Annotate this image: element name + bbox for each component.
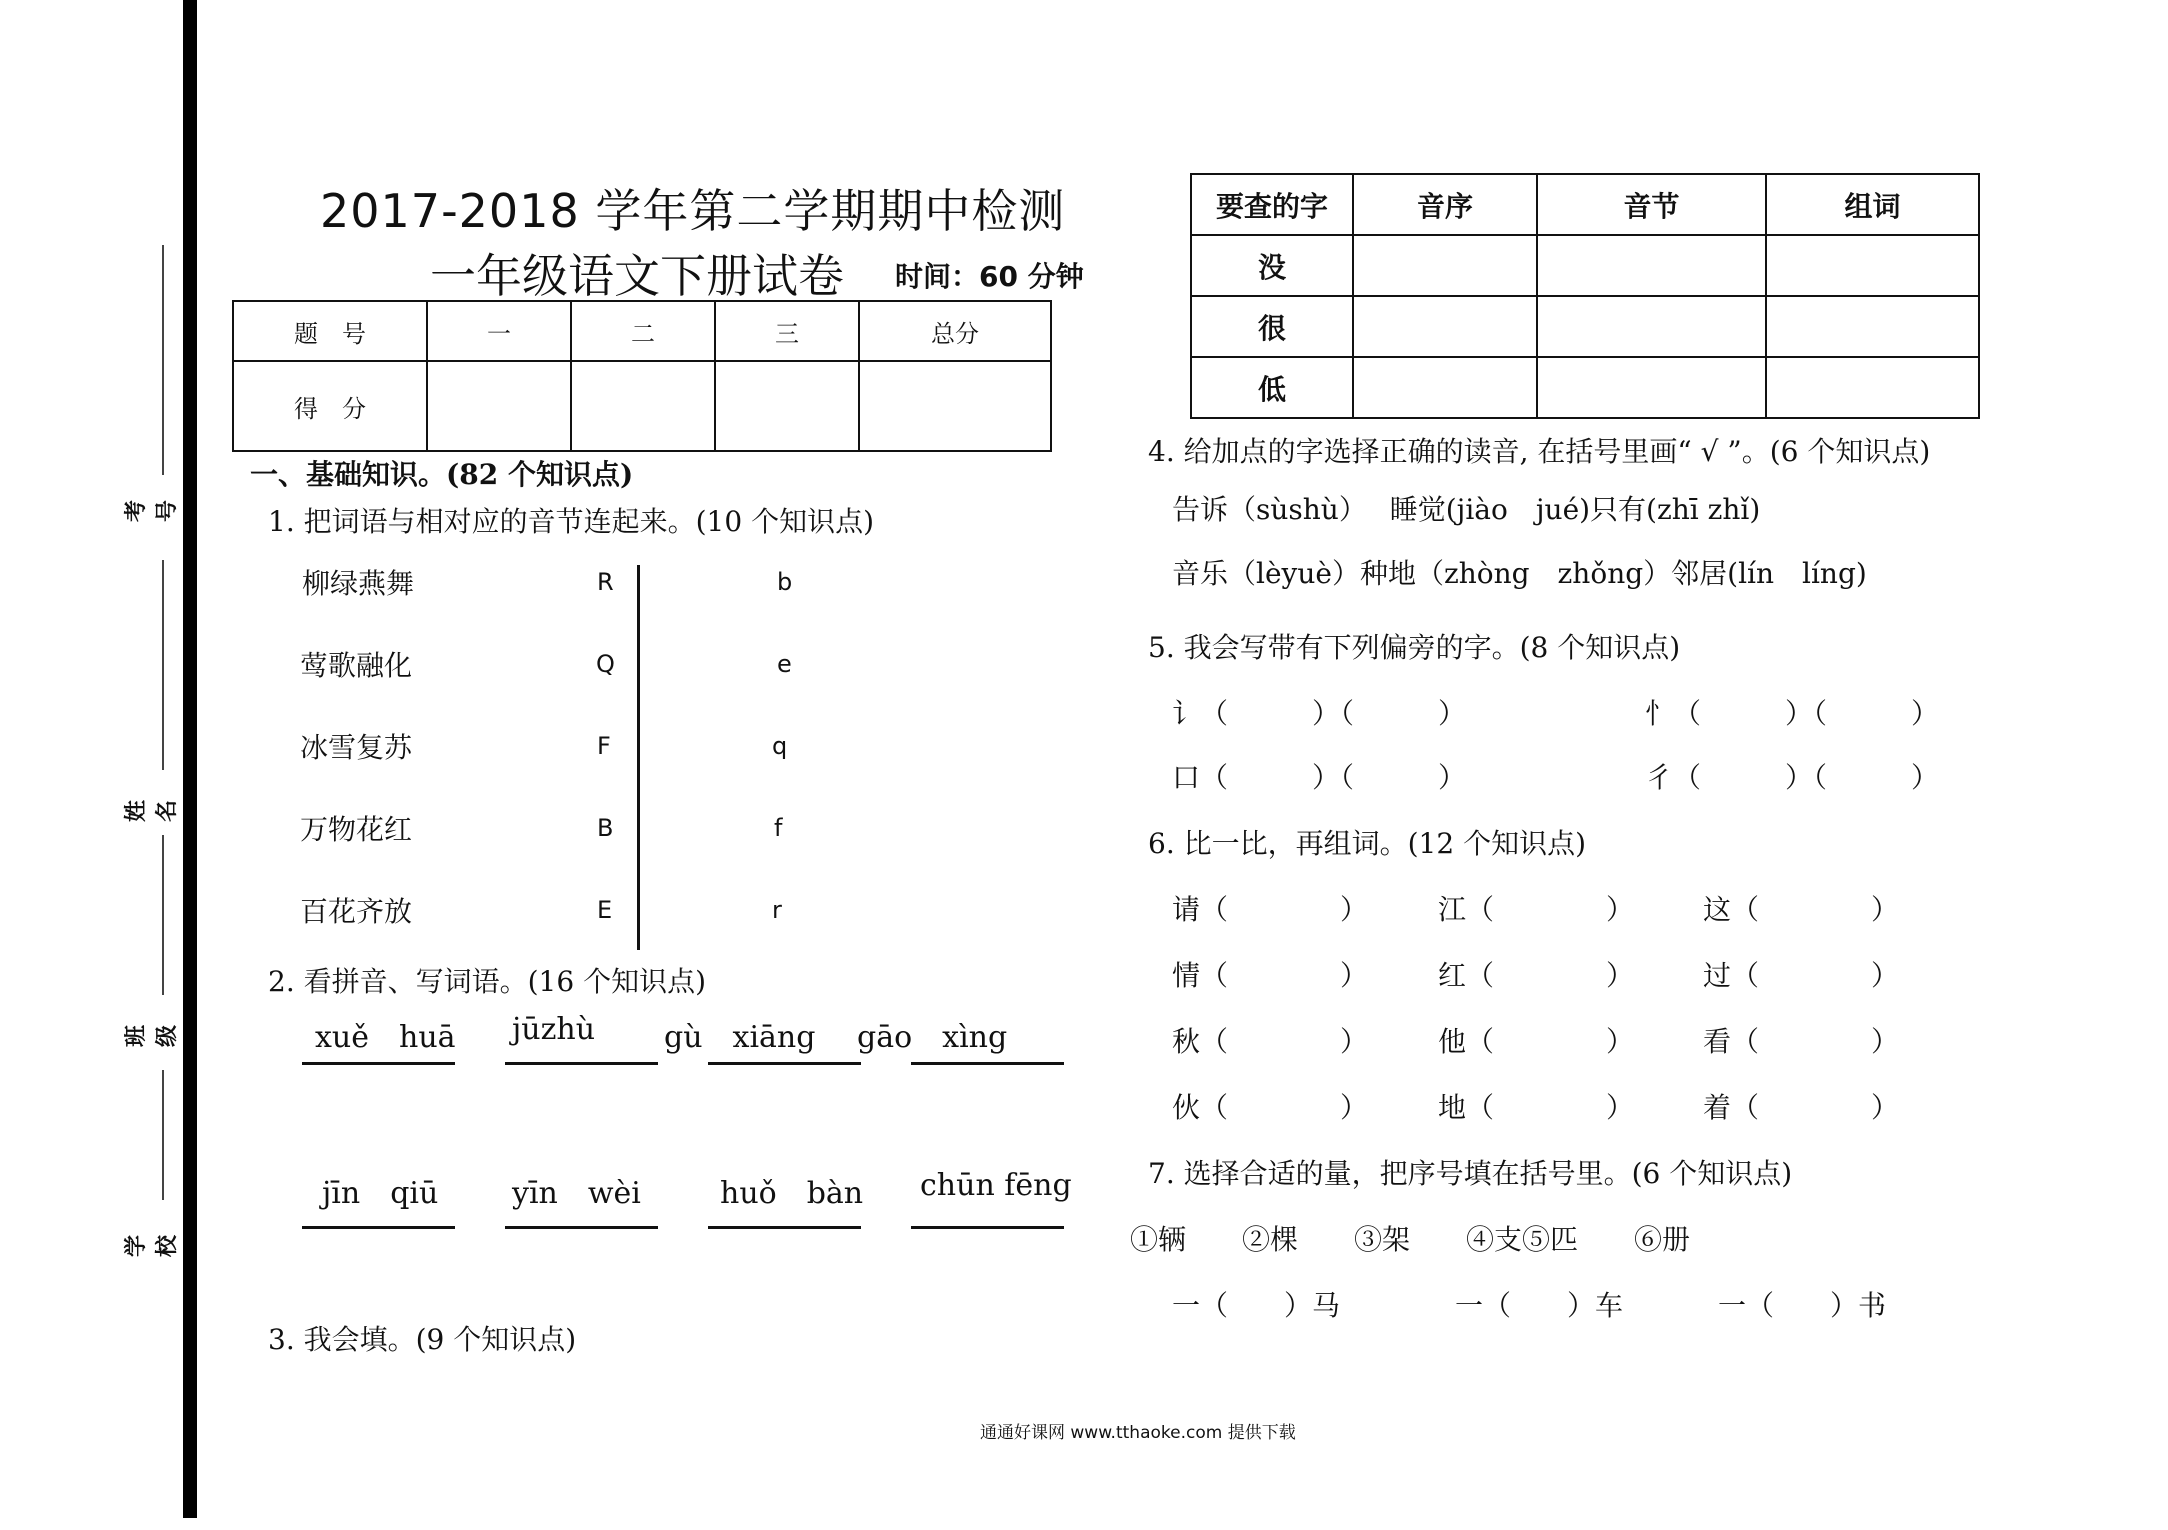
compare-item: 江（ ） [1438,893,1635,926]
question-5-title: 5. 我会写带有下列偏旁的字。(8 个知识点) [1148,631,1681,664]
radical-row: 讠（ ）（ ） [1172,697,1467,730]
compare-item: 红（ ） [1438,959,1635,992]
radical-row: 忄（ ）（ ） [1645,697,1940,730]
school-label: 学校 [123,1235,180,1258]
score-cell[interactable] [571,361,715,451]
class-line [162,835,164,995]
compare-item: 看（ ） [1703,1025,1900,1058]
match-word: 百花齐放 [300,895,413,928]
score-cell[interactable] [715,361,859,451]
question-4-line: 告诉（sùshù） 睡觉(jiào jué)只有(zhī zhǐ) [1172,493,1761,526]
answer-line[interactable] [911,1062,1064,1065]
lookup-header-cell: 组词 [1766,174,1979,235]
footer-source: 通通好课网 www.tthaoke.com 提供下载 [980,1423,1296,1443]
answer-line[interactable] [505,1062,658,1065]
match-word: 冰雪复苏 [300,731,413,764]
question-3-title: 3. 我会填。(9 个知识点) [268,1323,577,1356]
question-6-title: 6. 比一比，再组词。(12 个知识点) [1148,827,1586,860]
compare-item: 他（ ） [1438,1025,1635,1058]
compare-item: 秋（ ） [1172,1025,1369,1058]
name-label: 姓名 [123,800,180,823]
compare-item: 伙（ ） [1172,1091,1369,1124]
exam-number-line [162,245,164,475]
school-line [162,1070,164,1200]
lookup-cell[interactable] [1353,235,1537,296]
match-word: 莺歌融化 [300,649,413,682]
pinyin-prompt: gāo xìng [857,1020,1008,1055]
exam-time: 时间：60 分钟 [895,260,1084,293]
match-upper-letter: E [597,896,613,924]
lookup-cell[interactable] [1537,235,1766,296]
pinyin-prompt: gù xiāng [664,1020,816,1055]
binding-bar [183,0,197,1518]
lookup-header-cell: 要查的字 [1191,174,1353,235]
answer-line[interactable] [911,1226,1064,1229]
answer-line[interactable] [708,1062,861,1065]
score-cell[interactable] [859,361,1051,451]
lookup-char: 低 [1191,357,1353,418]
match-upper-letter: R [597,568,614,596]
match-lower-letter: f [774,814,783,842]
measure-word-fill: 一（ ）马 [1172,1289,1341,1322]
answer-line[interactable] [302,1062,455,1065]
measure-word-options: ①辆 ②棵 ③架 ④支⑤匹 ⑥册 [1130,1223,1691,1256]
compare-item: 着（ ） [1703,1091,1900,1124]
compare-item: 地（ ） [1438,1091,1635,1124]
pinyin-prompt: chūn fēng [920,1168,1072,1203]
match-word: 万物花红 [300,813,413,846]
compare-item: 情（ ） [1172,959,1369,992]
lookup-header-cell: 音节 [1537,174,1766,235]
lookup-header-cell: 音序 [1353,174,1537,235]
measure-word-fill: 一（ ）书 [1718,1289,1887,1322]
exam-number-label: 考号 [123,500,180,523]
lookup-cell[interactable] [1766,357,1979,418]
lookup-cell[interactable] [1766,235,1979,296]
question-7-title: 7. 选择合适的量，把序号填在括号里。(6 个知识点) [1148,1157,1793,1190]
radical-row: 口（ ）（ ） [1172,761,1467,794]
question-4-line: 音乐（lèyuè）种地（zhòng zhǒng）邻居(lín líng) [1172,557,1867,590]
dictionary-lookup-table [1190,173,1980,419]
compare-item: 请（ ） [1172,893,1369,926]
match-upper-letter: F [597,732,611,760]
lookup-cell[interactable] [1537,296,1766,357]
exam-subtitle: 一年级语文下册试卷 [430,249,844,303]
score-row-label: 得 分 [233,361,427,451]
match-word: 柳绿燕舞 [302,567,415,600]
match-divider [637,565,640,950]
measure-word-fill: 一（ ）车 [1455,1289,1624,1322]
match-upper-letter: B [597,814,614,842]
compare-item: 过（ ） [1703,959,1900,992]
score-header-cell: 总分 [859,301,1051,361]
pinyin-prompt: xuě huā [315,1020,456,1055]
name-line [162,560,164,770]
match-lower-letter: r [772,896,782,924]
score-header-cell: 二 [571,301,715,361]
pinyin-prompt: jīn qiū [322,1176,439,1211]
score-header-cell: 题 号 [233,301,427,361]
question-2-title: 2. 看拼音、写词语。(16 个知识点) [268,965,706,998]
answer-line[interactable] [302,1226,455,1229]
lookup-char: 很 [1191,296,1353,357]
question-1-title: 1. 把词语与相对应的音节连起来。(10 个知识点) [268,505,874,538]
answer-line[interactable] [505,1226,658,1229]
match-lower-letter: b [777,568,793,596]
section-1-title: 一、基础知识。(82 个知识点) [250,458,634,491]
answer-line[interactable] [708,1226,861,1229]
lookup-cell[interactable] [1766,296,1979,357]
match-lower-letter: q [772,732,788,760]
lookup-cell[interactable] [1353,296,1537,357]
pinyin-prompt: yīn wèi [512,1176,641,1211]
score-header-cell: 三 [715,301,859,361]
pinyin-prompt: huǒ bàn [720,1176,864,1211]
lookup-cell[interactable] [1537,357,1766,418]
class-label: 班级 [123,1025,180,1048]
match-upper-letter: Q [596,650,615,678]
lookup-cell[interactable] [1353,357,1537,418]
radical-row: 彳（ ）（ ） [1645,761,1940,794]
pinyin-prompt: jūzhù [512,1012,596,1047]
lookup-char: 没 [1191,235,1353,296]
score-cell[interactable] [427,361,571,451]
question-4-title: 4. 给加点的字选择正确的读音, 在括号里画“ √ ”。(6 个知识点) [1148,435,1931,468]
score-table [232,300,1052,452]
exam-title: 2017-2018 学年第二学期期中检测 [320,184,1066,238]
score-header-cell: 一 [427,301,571,361]
match-lower-letter: e [777,650,792,678]
compare-item: 这（ ） [1703,893,1900,926]
